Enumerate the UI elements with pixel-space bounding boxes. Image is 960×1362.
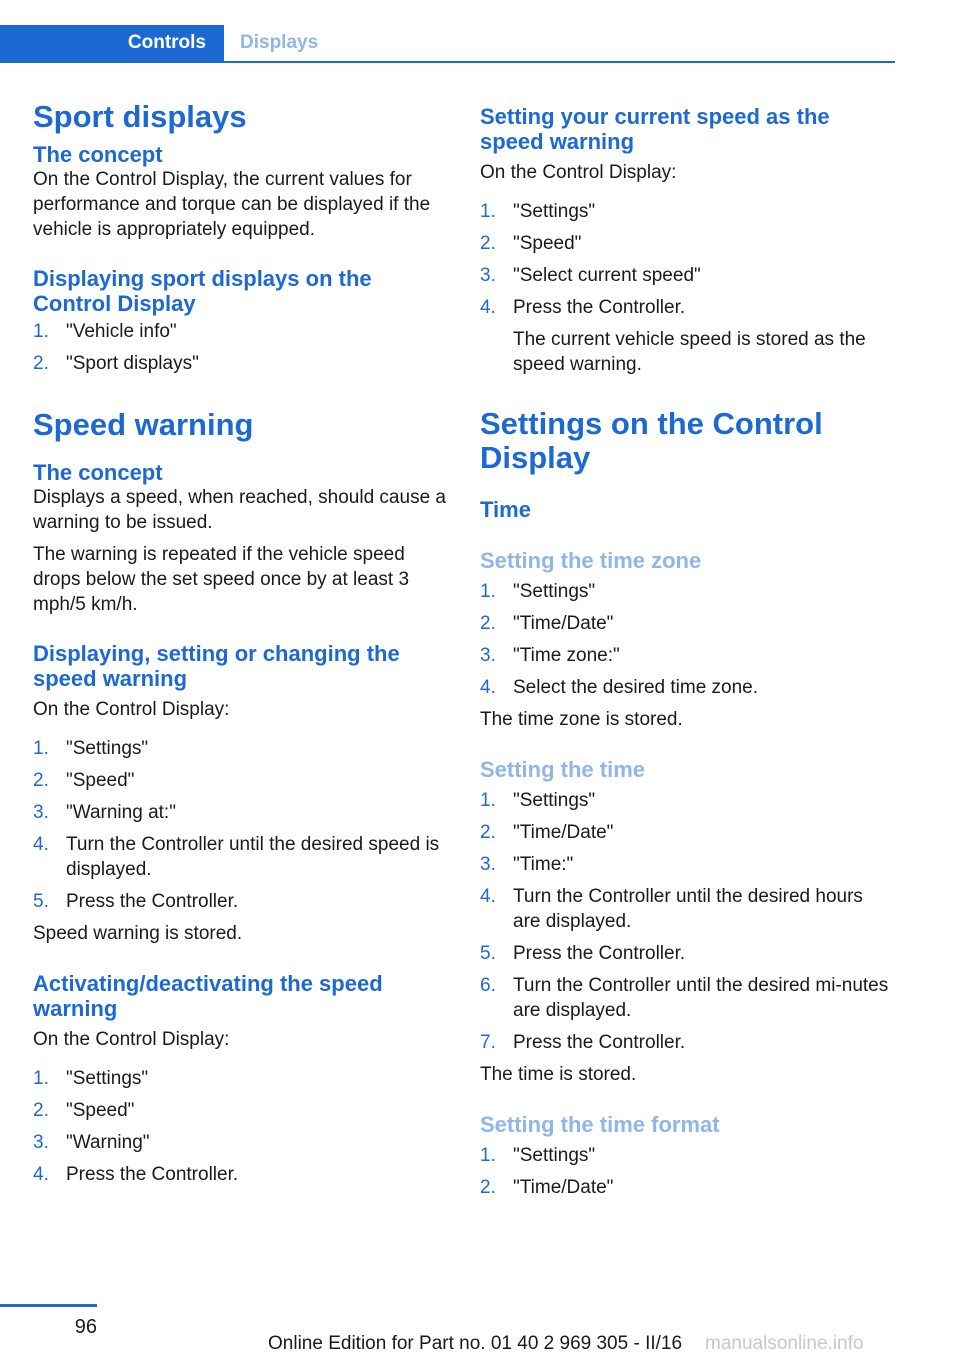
list-item-number: 2.	[480, 1177, 496, 1198]
watermark: manualsonline.info	[705, 1333, 864, 1354]
list-item	[33, 1162, 448, 1187]
list-item-text	[513, 231, 895, 256]
list-item-label: "Time zone:"	[513, 645, 620, 666]
tab-controls[interactable]: Controls	[0, 25, 224, 61]
list-item-text	[66, 351, 448, 376]
heading-speed-warning: Speed warning	[33, 407, 254, 442]
para-time-stored: The time is stored.	[480, 1064, 637, 1085]
list-item	[480, 788, 895, 813]
list-item	[480, 941, 895, 966]
list-item-label: Press the Controller.	[513, 943, 686, 964]
list-item	[33, 768, 448, 793]
list-item-text	[66, 1130, 448, 1155]
list-item-number: 4.	[480, 886, 496, 907]
list-item-text	[66, 832, 448, 882]
list-item	[33, 319, 448, 344]
list-item-text	[66, 1162, 448, 1187]
list-current-speed	[480, 199, 895, 377]
list-item-text	[513, 1143, 895, 1168]
list-time-format	[480, 1143, 895, 1200]
list-item-label: "Time/Date"	[513, 613, 614, 634]
para-speed-warning-stored: Speed warning is stored.	[33, 923, 243, 944]
list-item-label: "Settings"	[513, 201, 596, 222]
list-item-number: 4.	[33, 834, 49, 855]
list-item	[480, 1143, 895, 1168]
list-item-text	[66, 1098, 448, 1123]
list-item-text	[513, 852, 895, 877]
heading-concept-speed: The concept	[33, 460, 163, 485]
heading-activating-speed-warning: Activating/deactivating the speed warning	[33, 971, 383, 1021]
list-item	[480, 1030, 895, 1055]
list-sport-displays	[33, 319, 448, 376]
list-item-label: "Settings"	[66, 1068, 149, 1089]
list-item-number: 3.	[33, 1132, 49, 1153]
list-item-label: "Speed"	[66, 770, 135, 791]
list-item	[33, 1130, 448, 1155]
list-item-number: 1.	[480, 581, 496, 602]
list-item-label: "Settings"	[513, 1145, 596, 1166]
list-setting-time	[480, 788, 895, 1055]
list-item-label: Press the Controller.	[66, 1164, 239, 1185]
list-time-zone	[480, 579, 895, 700]
page-number: 96	[74, 1316, 97, 1338]
tab-displays[interactable]: Displays	[240, 32, 319, 53]
list-item-label: "Warning"	[66, 1132, 150, 1153]
list-item-label: "Time/Date"	[513, 822, 614, 843]
list-item-label: Select the desired time zone.	[513, 677, 759, 698]
list-item-subtext: The current vehicle speed is stored as the speed warning.	[513, 329, 866, 375]
list-item-text	[66, 319, 448, 344]
para-concept-sport: On the Control Display, the current values for performance and torque can be displayed if the vehicle is appropriately equipped.	[33, 169, 431, 240]
list-item	[480, 1175, 895, 1200]
list-item-number: 3.	[33, 802, 49, 823]
list-setting-speed-warning	[33, 736, 448, 914]
list-item-text	[513, 295, 895, 377]
list-item-number: 2.	[33, 770, 49, 791]
list-item	[33, 800, 448, 825]
list-item	[480, 295, 895, 377]
list-item-label: Press the Controller.	[513, 297, 686, 318]
heading-sport-displays: Sport displays	[33, 99, 247, 134]
list-item-text	[513, 973, 895, 1023]
para-on-control-display-3: On the Control Display:	[480, 162, 677, 183]
list-item-text	[66, 768, 448, 793]
list-item-label: "Warning at:"	[66, 802, 176, 823]
list-item-number: 2.	[33, 1100, 49, 1121]
list-item-text	[513, 788, 895, 813]
heading-setting-time: Setting the time	[480, 757, 646, 782]
list-item-number: 3.	[480, 645, 496, 666]
list-item-number: 2.	[480, 613, 496, 634]
list-item-text	[513, 820, 895, 845]
list-item-text	[513, 675, 895, 700]
heading-time: Time	[480, 497, 531, 522]
list-item-label: "Time:"	[513, 854, 574, 875]
heading-current-speed: Setting your current speed as the speed warning	[480, 104, 830, 154]
list-item-text	[513, 941, 895, 966]
list-item-label: "Settings"	[513, 581, 596, 602]
list-item	[33, 832, 448, 882]
list-item	[480, 820, 895, 845]
list-item-number: 1.	[33, 321, 49, 342]
left-column	[33, 100, 448, 1194]
list-item-label: "Settings"	[66, 738, 149, 759]
heading-setting-speed-warning: Displaying, setting or changing the speed warning	[33, 641, 400, 691]
heading-settings-control-display: Settings on the Control Display	[480, 406, 823, 475]
list-item-text	[513, 199, 895, 224]
list-item-number: 2.	[480, 822, 496, 843]
list-item	[480, 611, 895, 636]
list-item-text	[513, 1175, 895, 1200]
list-item-number: 6.	[480, 975, 496, 996]
list-item-label: Press the Controller.	[513, 1032, 686, 1053]
list-item-number: 5.	[33, 891, 49, 912]
heading-displaying-sport: Displaying sport displays on the Control Display	[33, 266, 372, 316]
footer-rule	[0, 1304, 97, 1307]
list-item-number: 1.	[33, 738, 49, 759]
list-item-text	[513, 263, 895, 288]
list-item-text	[66, 1066, 448, 1091]
list-item-number: 4.	[480, 297, 496, 318]
list-item-number: 1.	[33, 1068, 49, 1089]
list-item	[480, 199, 895, 224]
list-item-text	[513, 643, 895, 668]
list-item-text	[513, 1030, 895, 1055]
para-on-control-display-2: On the Control Display:	[33, 1029, 230, 1050]
list-item-text	[513, 579, 895, 604]
list-item-label: "Sport displays"	[66, 353, 199, 374]
list-item-number: 4.	[33, 1164, 49, 1185]
list-item	[33, 889, 448, 914]
heading-time-format: Setting the time format	[480, 1112, 720, 1137]
list-item-label: "Time/Date"	[513, 1177, 614, 1198]
list-item-text	[66, 736, 448, 761]
para-concept-speed-a: Displays a speed, when reached, should cause a warning to be issued.	[33, 487, 446, 533]
list-item	[33, 1066, 448, 1091]
list-item-label: "Settings"	[513, 790, 596, 811]
list-item	[480, 884, 895, 934]
list-item-label: "Vehicle info"	[66, 321, 177, 342]
list-item	[33, 1098, 448, 1123]
list-item	[33, 736, 448, 761]
header-bar	[0, 25, 895, 63]
heading-concept-sport: The concept	[33, 142, 163, 167]
para-on-control-display-1: On the Control Display:	[33, 699, 230, 720]
list-item-text	[66, 889, 448, 914]
list-item-number: 2.	[33, 353, 49, 374]
list-item	[480, 579, 895, 604]
list-item-number: 5.	[480, 943, 496, 964]
list-item	[480, 675, 895, 700]
list-item	[480, 263, 895, 288]
list-item	[480, 231, 895, 256]
list-item-text	[513, 884, 895, 934]
list-item	[480, 973, 895, 1023]
list-item-label: Turn the Controller until the desired hours are displayed.	[513, 886, 863, 932]
list-item-number: 2.	[480, 233, 496, 254]
heading-time-zone: Setting the time zone	[480, 548, 702, 573]
list-item-number: 1.	[480, 790, 496, 811]
para-time-zone-stored: The time zone is stored.	[480, 709, 683, 730]
list-item-label: Turn the Controller until the desired mi-nutes are displayed.	[513, 975, 889, 1021]
right-column	[480, 104, 895, 1207]
list-item-label: "Speed"	[66, 1100, 135, 1121]
list-item	[33, 351, 448, 376]
list-item-number: 3.	[480, 265, 496, 286]
list-item-text	[66, 800, 448, 825]
list-item-number: 7.	[480, 1032, 496, 1053]
list-item-label: Press the Controller.	[66, 891, 239, 912]
list-item-number: 1.	[480, 1145, 496, 1166]
list-item-number: 3.	[480, 854, 496, 875]
list-item-number: 1.	[480, 201, 496, 222]
list-item-text	[513, 611, 895, 636]
list-activating-speed-warning	[33, 1066, 448, 1187]
edition-note: Online Edition for Part no. 01 40 2 969 305 - II/16	[268, 1333, 683, 1354]
list-item	[480, 852, 895, 877]
list-item-label: "Speed"	[513, 233, 582, 254]
list-item-label: "Select current speed"	[513, 265, 701, 286]
list-item-number: 4.	[480, 677, 496, 698]
para-concept-speed-b: The warning is repeated if the vehicle speed drops below the set speed once by at least 3 mph/5 km/h.	[33, 544, 410, 615]
list-item	[480, 643, 895, 668]
list-item-label: Turn the Controller until the desired speed is displayed.	[66, 834, 440, 880]
